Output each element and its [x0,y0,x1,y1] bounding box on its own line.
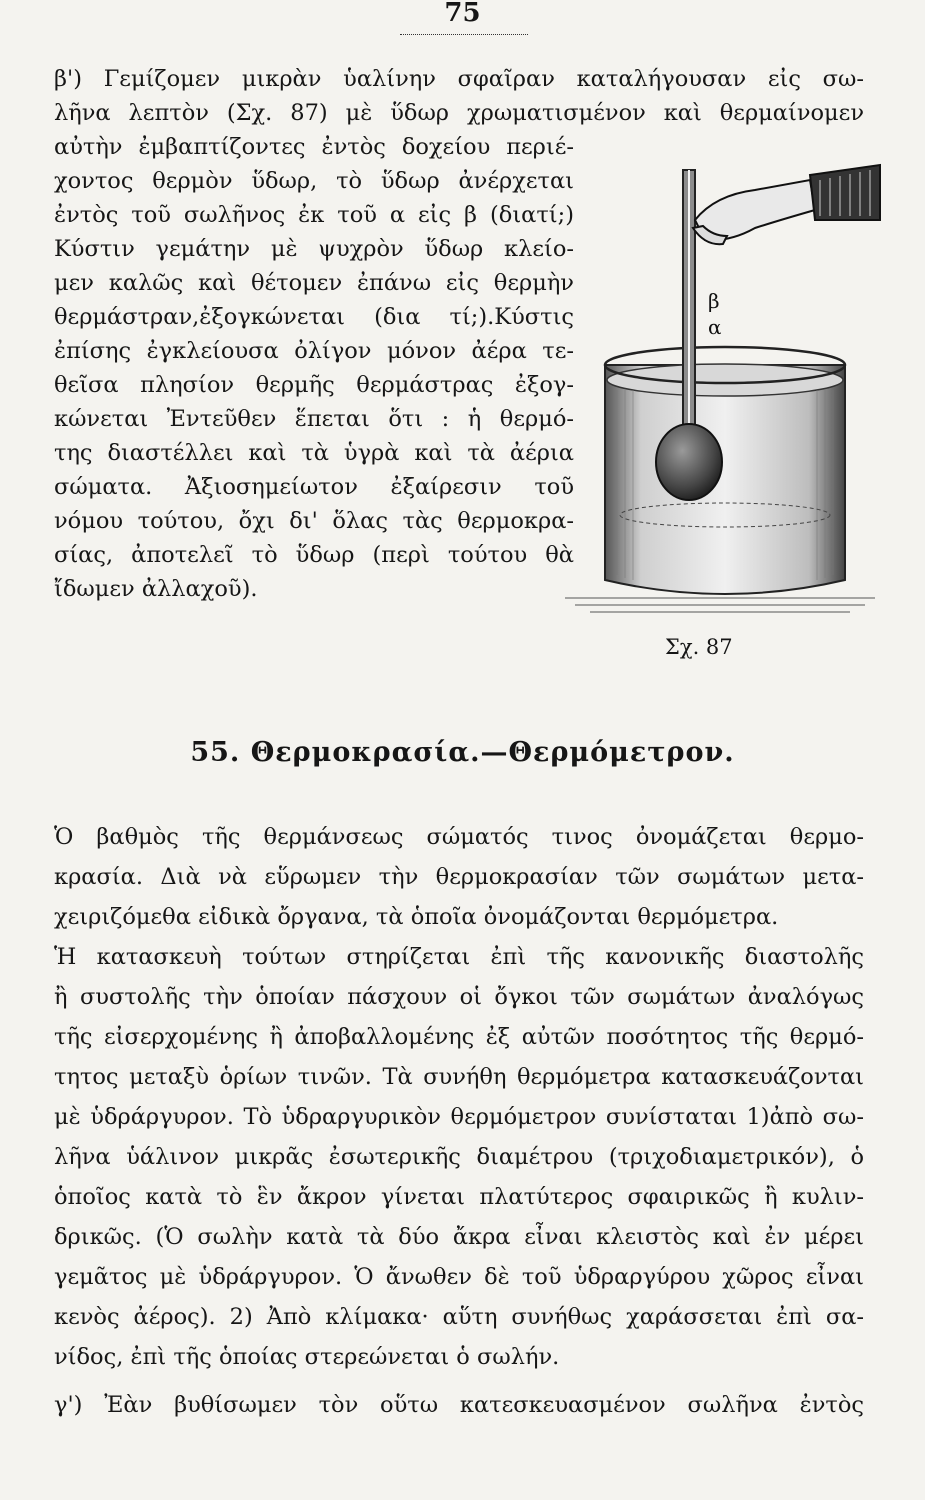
text-line: ἢ συστολῆς τὴν ὁποίαν πάσχουν οἱ ὄγκοι τῶν σωμάτων ἀναλόγως [54,984,864,1010]
text-line: νόμου τούτου, ὄχι δι' ὅλας τὰς θερμοκρα- [54,508,574,534]
text-line: β') Γεμίζομεν μικρὰν ὑαλίνην σφαῖραν καταλήγουσαν εἰς σω- [54,66,864,92]
text-line: ἐντὸς τοῦ σωλῆνος ἐκ τοῦ α εἰς β (διατί;) [54,202,574,228]
text-line: θερμάστραν,ἐξογκώνεται (δια τί;).Κύστις [54,304,574,330]
page-number-rule [400,34,528,35]
figure-caption: Σχ. 87 [665,635,733,659]
text-line: κώνεται Ἐντεῦθεν ἕπεται ὅτι : ἡ θερμό- [54,406,574,432]
ground-hatching [565,598,875,612]
text-line: αὐτὴν ἐμβαπτίζοντες ἐντὸς δοχείου περιέ- [54,134,574,160]
text-line: σώματα. Ἀξιοσημείωτον ἐξαίρεσιν τοῦ [54,474,574,500]
text-line: γ') Ἐὰν βυθίσωμεν τὸν οὕτω κατεσκευασμένον σωλῆνα ἐντὸς [54,1392,864,1418]
text-line: χοντος θερμὸν ὕδωρ, τὸ ὕδωρ ἀνέρχεται [54,168,574,194]
text-line: μεν καλῶς καὶ θέτομεν ἐπάνω εἰς θερμὴν [54,270,574,296]
text-line: Ἡ κατασκευὴ τούτων στηρίζεται ἐπὶ τῆς κανονικῆς διαστολῆς [54,944,864,970]
text-line: λῆνα λεπτὸν (Σχ. 87) μὲ ὕδωρ χρωματισμένον καὶ θερμαίνομεν [54,100,864,126]
text-line: τῆς εἰσερχομένης ἢ ἀποβαλλομένης ἐξ αὐτῶν ποσότητος τῆς θερμό- [54,1024,864,1050]
hand [693,165,880,244]
text-line: σίας, ἀποτελεῖ τὸ ὕδωρ (περὶ τούτου θὰ [54,542,574,568]
label-beta: β [708,289,720,313]
text-line: ἐπίσης ἐγκλείουσα ὀλίγον μόνον ἀέρα τε- [54,338,574,364]
text-line: δρικῶς. (Ὁ σωλὴν κατὰ τὰ δύο ἄκρα εἶναι κλειστὸς καὶ ἐν μέρει [54,1224,864,1250]
text-line: ἴδωμεν ἀλλαχοῦ). [54,576,258,602]
text-line: Ὁ βαθμὸς τῆς θερμάνσεως σώματός τινος ὀνομάζεται θερμο- [54,824,864,850]
section-heading: 55. Θερμοκρασία.—Θερμόμετρον. [190,737,735,768]
figure-87-illustration [565,150,885,620]
page-number: 75 [444,0,481,28]
text-line: της διαστέλλει καὶ τὰ ὑγρὰ καὶ τὰ ἀέρια [54,440,574,466]
water-surface [607,364,843,396]
text-line: μὲ ὑδράργυρον. Τὸ ὑδραργυρικὸν θερμόμετρον συνίσταται 1)ἀπὸ σω- [54,1104,864,1130]
glass-bulb [656,424,722,500]
text-line: Κύστιν γεμάτην μὲ ψυχρὸν ὕδωρ κλείο- [54,236,574,262]
text-line: θεῖσα πλησίον θερμῆς θερμάστρας ἐξογ- [54,372,574,398]
text-line: ὁποῖος κατὰ τὸ ἓν ἄκρον γίνεται πλατύτερος σφαιρικῶς ἢ κυλιν- [54,1184,864,1210]
text-line: κενὸς ἀέρος). 2) Ἀπὸ κλίμακα· αὕτη συνήθως χαράσσεται ἐπὶ σα- [54,1304,864,1330]
text-line: λῆνα ὑάλινον μικρᾶς ἐσωτερικῆς διαμέτρου (τριχοδιαμετρικόν), ὁ [54,1144,864,1170]
jar [605,365,845,594]
text-line: τητος μεταξὺ ὁρίων τινῶν. Τὰ συνήθη θερμόμετρα κατασκευάζονται [54,1064,864,1090]
text-line: κρασία. Διὰ νὰ εὕρωμεν τὴν θερμοκρασίαν τῶν σωμάτων μετα- [54,864,864,890]
label-alpha: α [708,315,722,339]
text-line: γεμᾶτος μὲ ὑδράργυρον. Ὁ ἄνωθεν δὲ τοῦ ὑδραργύρου χῶρος εἶναι [54,1264,864,1290]
text-line: χειριζόμεθα εἰδικὰ ὄργανα, τὰ ὁποῖα ὀνομάζονται θερμόμετρα. [54,904,779,930]
text-line: νίδος, ἐπὶ τῆς ὁποίας στερεώνεται ὁ σωλήν. [54,1344,560,1370]
